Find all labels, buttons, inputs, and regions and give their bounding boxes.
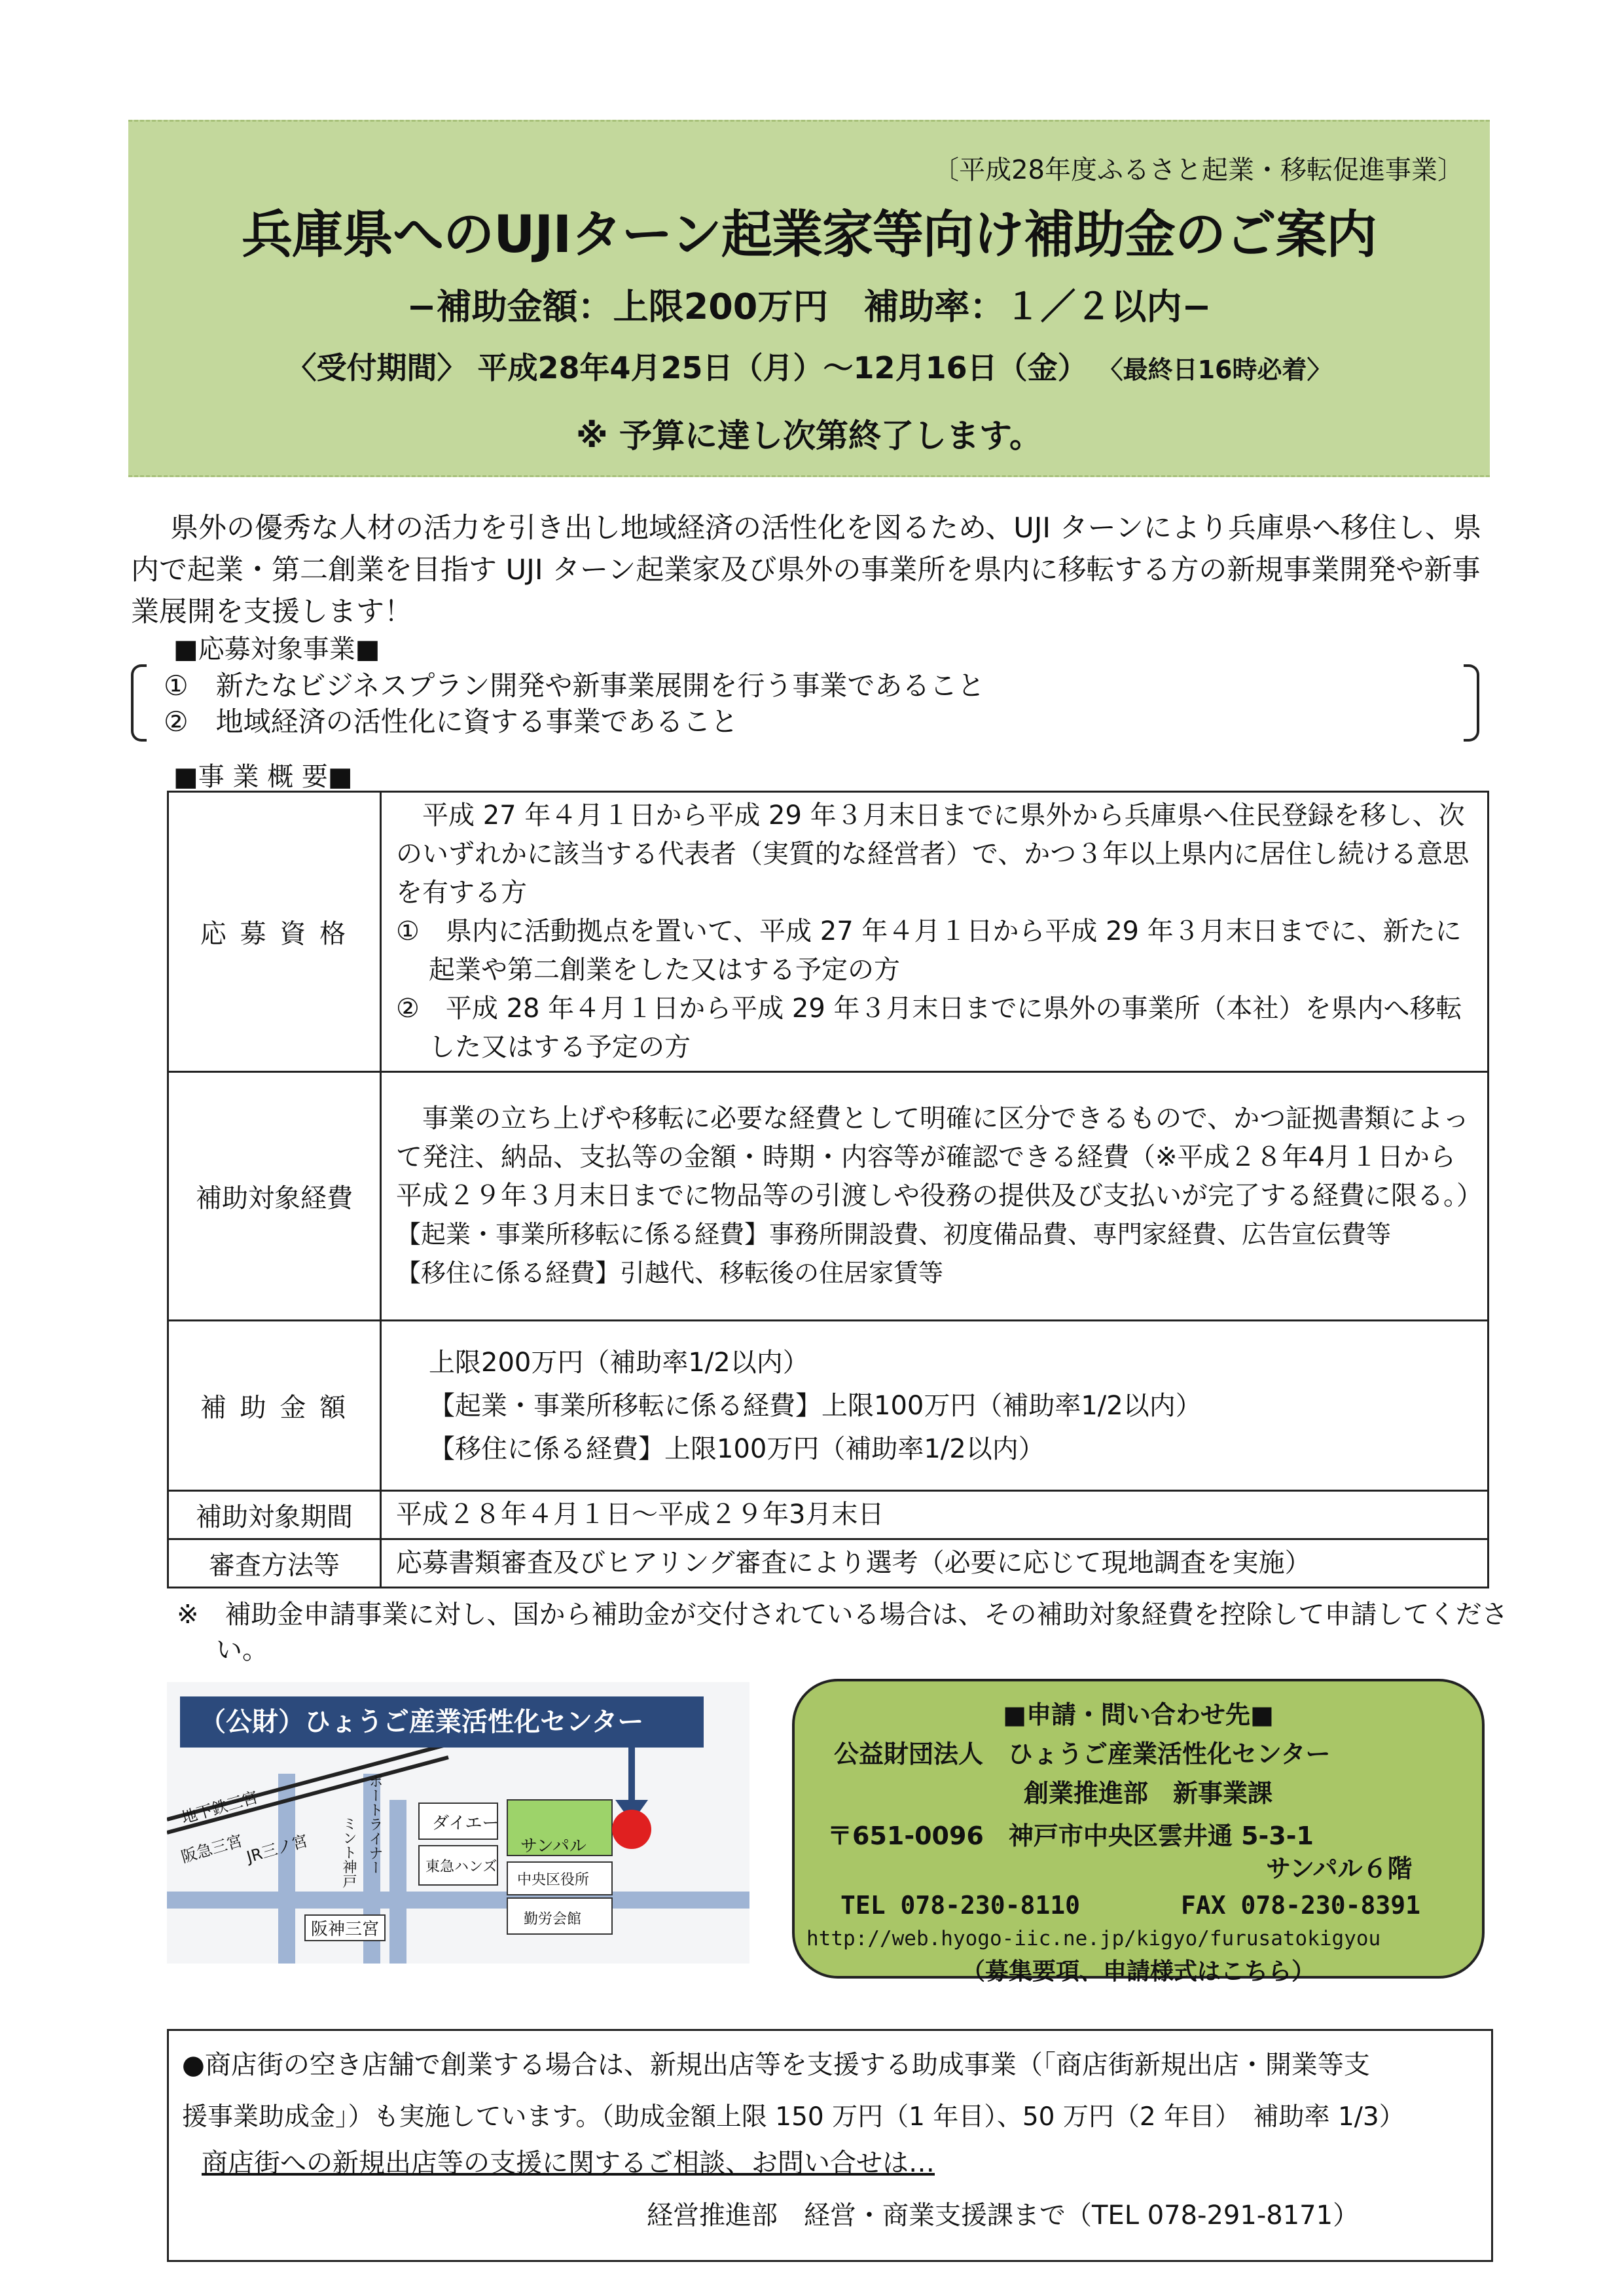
map-label: JR三ノ宮	[244, 1831, 310, 1867]
contact-dept: 創業推進部 新事業課	[1024, 1779, 1273, 1808]
table-row	[168, 1072, 1489, 1321]
expenses-line: 【起業・事業所移転に係る経費】事務所開設費、初度備品費、専門家経費、広告宣伝費等	[396, 1220, 1392, 1249]
overview-heading: ■事 業 概 要■	[173, 762, 353, 792]
eligibility-lead: 平成 27 年４月１日から平成 29 年３月末日までに県外から兵庫県へ住民登録を移し、次のいずれかに該当する代表者（実質的な経営者）で、かつ３年以上県内に居住し続ける意思を有する方	[396, 800, 1470, 908]
bracket-right	[1464, 664, 1479, 742]
map-label: 中央区役所	[517, 1872, 590, 1888]
contact-heading: ■申請・問い合わせ先■	[1003, 1700, 1274, 1729]
contact-tel: TEL 078-230-8110	[840, 1891, 1081, 1920]
map-label: 阪神三宮	[304, 1914, 386, 1941]
subsidy-summary: −補助金額：上限200万円 補助率：１／２以内−	[406, 286, 1212, 327]
map-header: （公財）ひょうご産業活性化センター	[180, 1696, 704, 1748]
table-row	[168, 1539, 1489, 1588]
review-value: 応募書類審査及びヒアリング審査により選考（必要に応じて現地調査を実施）	[381, 1539, 1489, 1588]
targets-heading: ■応募対象事業■	[173, 634, 380, 664]
shopping-inquiry: 商店街への新規出店等の支援に関するご相談、お問い合せは…	[202, 2148, 935, 2178]
contact-box	[792, 1679, 1485, 1985]
page-title: 兵庫県へのUJIターン起業家等向け補助金のご案内	[242, 206, 1377, 264]
contact-building: サンパル６階	[1266, 1854, 1413, 1883]
contact-url-note: （募集要項、申請様式はこちら）	[961, 1958, 1315, 1985]
targets-list	[131, 664, 1479, 736]
map-label: 勤労会館	[524, 1911, 582, 1928]
map-label: 阪急三宮	[179, 1831, 245, 1867]
bracket-left	[131, 664, 147, 742]
overview-table	[167, 791, 1489, 1588]
contact-fax: FAX 078-230-8391	[1181, 1891, 1421, 1920]
intro-paragraph: 県外の優秀な人材の活力を引き出し地域経済の活性化を図るため、UJI ターンにより兵庫県へ移住し、県内で起業・第二創業を目指す UJI ターン起業家及び県外の事業所を県内に移転する方の新規事業開発や新事業展開を支援します！	[131, 512, 1481, 628]
application-period	[128, 344, 1490, 387]
contact-org: 公益財団法人 ひょうご産業活性化センター	[834, 1740, 1331, 1768]
deduction-note: ※ 補助金申請事業に対し、国から補助金が交付されている場合は、その補助対象経費を控除して申請してください。	[177, 1600, 1508, 1665]
shopping-contact: 経営推進部 経営・商業支援課まで（TEL 078-291-8171）	[647, 2200, 1360, 2231]
map-label: 東急ハンズ	[425, 1859, 497, 1875]
amount-line: 上限200万円（補助率1/2以内）	[429, 1347, 809, 1378]
map-label: ミント神戸	[340, 1816, 357, 1888]
table-row	[168, 1491, 1489, 1539]
map-label: ポートライナー	[367, 1774, 383, 1874]
row-label: 補助対象経費	[168, 1072, 381, 1321]
shopping-line: ●商店街の空き店舗で創業する場合は、新規出店等を支援する助成事業（「商店街新規出店・開業等支	[182, 2050, 1370, 2080]
period-main: 〈受付期間〉 平成28年4月25日（月）〜12月16日（金）	[286, 350, 1088, 386]
shopping-line: 援事業助成金」）も実施しています。（助成金額上限 150 万円（1 年目）、50 万円（2 年目） 補助率 1/3）	[182, 2102, 1405, 2132]
period-value: 平成２８年４月１日〜平成２９年3月末日	[381, 1491, 1489, 1539]
program-series: 〔平成28年度ふるさと起業・移転促進事業〕	[933, 155, 1464, 185]
amount-line: 【移住に係る経費】上限100万円（補助率1/2以内）	[429, 1433, 1045, 1464]
row-label: 応 募 資 格	[168, 792, 381, 1072]
expenses-lead: 事業の立ち上げや移転に必要な経費として明確に区分できるもので、かつ証拠書類によって発注、納品、支払等の金額・時期・内容等が確認できる経費（※平成２８年4月１日から平成２９年３月末日までに物品等の引渡しや役務の提供及び支払いが完了する経費に限る。）	[396, 1103, 1483, 1211]
eligibility-item: ① 県内に活動拠点を置いて、平成 27 年４月１日から平成 29 年３月末日までに、新たに起業や第二創業をした又はする予定の方	[396, 916, 1462, 985]
shopping-street-box	[167, 2029, 1493, 2262]
budget-note: ※ 予算に達し次第終了します。	[575, 417, 1042, 455]
map-label: 地下鉄三宮	[179, 1787, 261, 1827]
row-label: 補 助 金 額	[168, 1321, 381, 1491]
header-banner	[128, 120, 1490, 477]
amount-line: 【起業・事業所移転に係る経費】上限100万円（補助率1/2以内）	[429, 1390, 1202, 1421]
target-item: ② 地域経済の活性化に資する事業であること	[164, 706, 738, 738]
map-label: サンパル	[520, 1837, 586, 1856]
row-label: 審査方法等	[168, 1539, 381, 1588]
map-label: ダイエー	[432, 1814, 499, 1833]
table-row	[168, 792, 1489, 1072]
target-item: ① 新たなビジネスプラン開発や新事業展開を行う事業であること	[164, 670, 985, 702]
period-deadline-note: 〈最終日16時必着〉	[1098, 355, 1332, 384]
row-label: 補助対象期間	[168, 1491, 381, 1539]
contact-address: 〒651-0096 神戸市中央区雲井通 5-3-1	[827, 1821, 1314, 1850]
expenses-line: 【移住に係る経費】引越代、移転後の住居家賃等	[396, 1259, 944, 1287]
access-map	[167, 1682, 749, 1964]
contact-url[interactable]: http://web.hyogo-iic.ne.jp/kigyo/furusatokigyou	[806, 1927, 1381, 1950]
table-row	[168, 1321, 1489, 1491]
eligibility-item: ② 平成 28 年４月１日から平成 29 年３月末日までに県外の事業所（本社）を県内へ移転した又はする予定の方	[396, 994, 1462, 1062]
